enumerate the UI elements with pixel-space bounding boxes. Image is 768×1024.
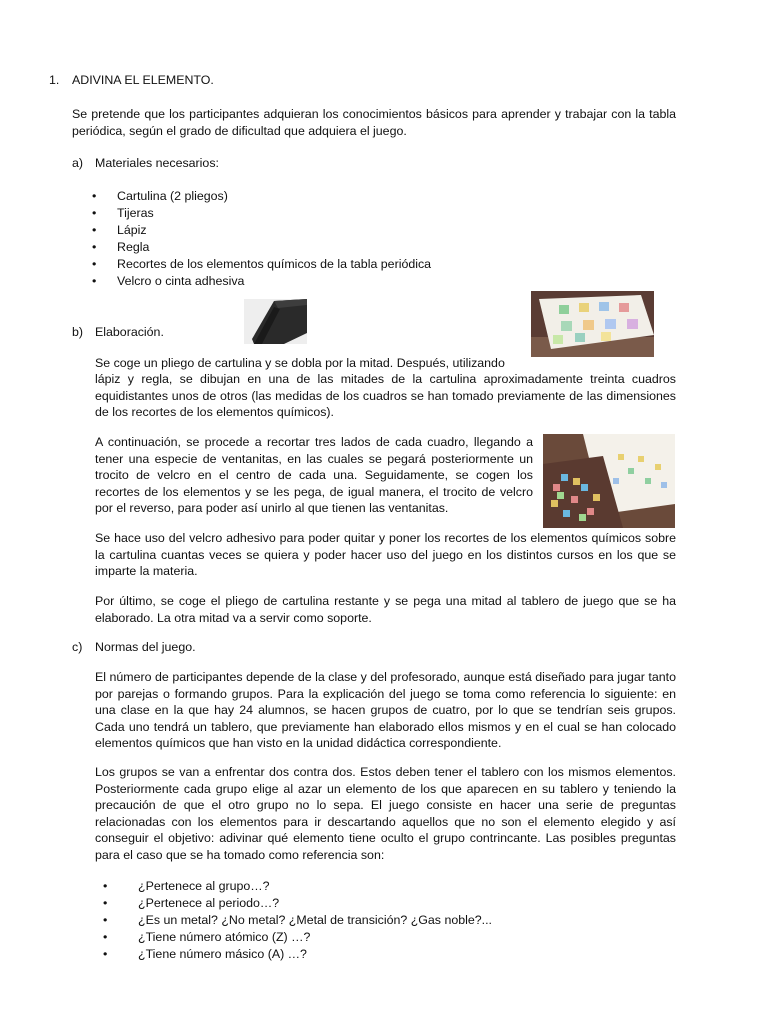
questions-list — [103, 878, 663, 963]
list-item: • ¿Pertenece al grupo…? — [103, 879, 270, 893]
board-photo-2 — [543, 434, 675, 528]
elaboration-letter: b) — [72, 325, 84, 339]
rules-title: Normas del juego. — [95, 640, 196, 654]
bullet-icon: • — [103, 930, 108, 944]
elaboration-paragraph-1: lápiz y regla, se dibujan en una de las mitades de la cartulina aproximadamente treinta cuadros equidistantes unos de otros (las medidas de los cuadros se han tomado previamente de las dimensiones de los recortes de los elementos químicos). — [95, 372, 676, 419]
board-photo-1 — [531, 291, 654, 357]
bullet-icon: • — [92, 189, 97, 203]
list-item: • ¿Pertenece al periodo…? — [103, 896, 280, 910]
rules-letter: c) — [72, 640, 83, 654]
elaboration-paragraph-2: A continuación, se procede a recortar tres lados de cada cuadro, llegando a tener una especie de ventanitas, en las cuales se pegará posteriormente un trocito de velcro en el centro de cada una. Seguidamente, se cogen los recortes de los elementos y se les pega, de igual manera, el trocito de velcro por el reverso, para poder así unirlo al que tienen las ventanitas. — [95, 435, 533, 515]
list-item: • Tijeras — [92, 206, 154, 220]
elaboration-title: Elaboración. — [95, 325, 164, 339]
bullet-icon: • — [103, 913, 108, 927]
list-item: • Velcro o cinta adhesiva — [92, 274, 245, 288]
bullet-icon: • — [92, 257, 97, 271]
bullet-icon: • — [103, 947, 108, 961]
elaboration-paragraph-1-first-line: Se coge un pliego de cartulina y se dobla por la mitad. Después, utilizando — [95, 356, 505, 370]
rules-paragraph-2: Los grupos se van a enfrentar dos contra dos. Estos deben tener el tablero con los mismos elementos. Posteriormente cada grupo elige al azar un elemento de los que aparecen en su tablero y teniendo la precaución de que el otro grupo no lo sepa. El juego consiste en hacer una serie de preguntas relacionadas con los elementos para ir descartando aquellos que no son el elemento elegido y así conseguir el objetivo: adivinar qué elemento tiene oculto el grupo contrincante. Las posibles preguntas para el caso que se ha tomado como referencia son: — [95, 765, 676, 862]
section-title: ADIVINA EL ELEMENTO. — [72, 73, 214, 87]
bullet-icon: • — [92, 240, 97, 254]
materials-list — [92, 188, 512, 290]
list-item: • Cartulina (2 pliegos) — [92, 189, 228, 203]
list-item: • Regla — [92, 240, 150, 254]
list-item: • ¿Tiene número atómico (Z) …? — [103, 930, 311, 944]
bullet-icon: • — [92, 223, 97, 237]
list-item: • ¿Tiene número másico (A) …? — [103, 947, 307, 961]
intro-paragraph: Se pretende que los participantes adquieran los conocimientos básicos para aprender y trabajar con la tabla periódica, según el grado de dificultad que adquiera el juego. — [72, 107, 676, 138]
velcro-photo — [244, 299, 307, 344]
elaboration-paragraph-4: Por último, se coge el pliego de cartulina restante y se pega una mitad al tablero de juego que se ha elaborado. La otra mitad va a servir como soporte. — [95, 594, 676, 625]
bullet-icon: • — [103, 896, 108, 910]
list-item: • Recortes de los elementos químicos de la tabla periódica — [92, 257, 432, 271]
rules-paragraph-1: El número de participantes depende de la clase y del profesorado, aunque está diseñado para jugar tanto por parejas o formando grupos. Para la explicación del juego se toma como referencia lo siguiente: en una clase en la que hay 24 alumnos, se hacen grupos de cuatro, por lo que se tendrían seis grupos. Cada uno tendrá un tablero, que previamente han elaborado ellos mismos y en el cual se han colocado elementos químicos que han visto en la unidad didáctica correspondiente. — [95, 670, 676, 750]
materials-title: Materiales necesarios: — [95, 156, 219, 170]
list-item: • ¿Es un metal? ¿No metal? ¿Metal de transición? ¿Gas noble?... — [103, 913, 492, 927]
bullet-icon: • — [92, 206, 97, 220]
bullet-icon: • — [103, 879, 108, 893]
list-item: • Lápiz — [92, 223, 147, 237]
section-number: 1. — [49, 73, 60, 87]
bullet-icon: • — [92, 274, 97, 288]
materials-letter: a) — [72, 156, 84, 170]
elaboration-paragraph-3: Se hace uso del velcro adhesivo para poder quitar y poner los recortes de los elementos químicos sobre la cartulina cuantas veces se quiera y poder hacer uso del juego en los distintos cursos en los que se imparte la materia. — [95, 531, 676, 578]
